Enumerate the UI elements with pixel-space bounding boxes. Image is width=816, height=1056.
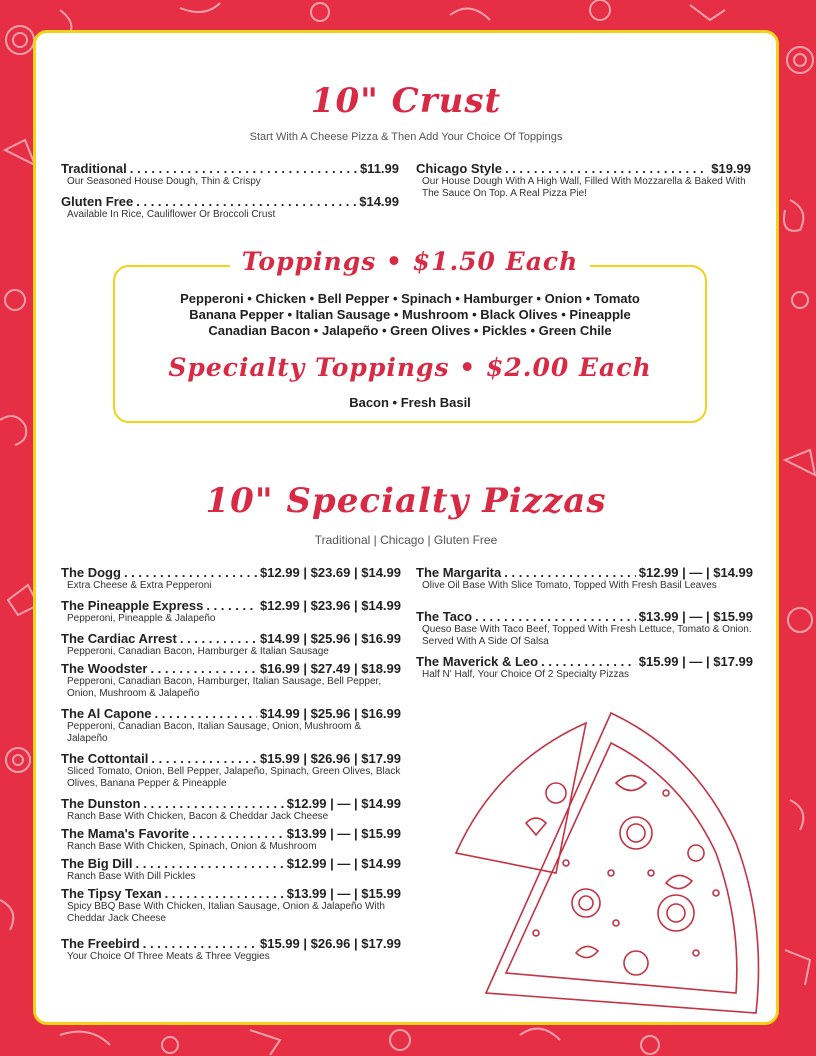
item-description: Extra Cheese & Extra Pepperoni [67, 580, 212, 591]
item-price: $16.99 | $27.49 | $18.99 [259, 661, 401, 676]
item-name: The Big Dill [61, 856, 133, 871]
pizza-item [61, 751, 401, 790]
item-name: The Maverick & Leo [416, 654, 539, 669]
item-name: The Pineapple Express [61, 598, 204, 613]
item-price: $19.99 [711, 161, 751, 176]
crust-title: 10" Crust [310, 81, 502, 121]
item-name: Chicago Style [416, 161, 502, 176]
specialty-subtitle: Traditional | Chicago | Gluten Free [314, 533, 498, 547]
item-price: $12.99 | $23.69 | $14.99 [259, 565, 401, 580]
item-name: The Tipsy Texan [61, 886, 162, 901]
item-description: Olive Oil Base With Slice Tomato, Topped With Fresh Basil Leaves [422, 580, 717, 591]
toppings-list [115, 291, 705, 339]
item-name: Traditional [61, 161, 127, 176]
item-price: $12.99 | $23.96 | $14.99 [259, 598, 401, 613]
item-name: The Mama's Favorite [61, 826, 190, 841]
item-name: The Dunston [61, 796, 141, 811]
specialty-title: 10" Specialty Pizzas [205, 481, 607, 521]
item-price: $12.99 | — | $14.99 [286, 796, 401, 811]
pizza-item [61, 706, 401, 745]
item-description: Pepperoni, Canadian Bacon, Hamburger, Italian Sausage, Bell Pepper, Onion, Mushroom & Jalapeño [67, 676, 382, 699]
toppings-line: Banana Pepper • Italian Sausage • Mushroom • Black Olives • Pineapple [189, 307, 631, 322]
pizza-item [61, 826, 401, 853]
item-name: The Cardiac Arrest [61, 631, 177, 646]
item-description: Pepperoni, Pineapple & Jalapeño [67, 613, 216, 624]
item-price: $14.99 | $25.96 | $16.99 [259, 631, 401, 646]
item-description: Available In Rice, Cauliflower Or Broccoli Crust [67, 209, 276, 220]
item-description: Queso Base With Taco Beef, Topped With Fresh Lettuce, Tomato & Onion. Served With A Side Of Salsa [422, 624, 752, 647]
menu-panel [33, 30, 779, 1025]
item-price: $13.99 | — | $15.99 [286, 886, 401, 901]
item-description: Ranch Base With Dill Pickles [67, 871, 196, 882]
pizza-item [61, 796, 401, 823]
item-description: Pepperoni, Canadian Bacon, Hamburger & Italian Sausage [67, 646, 329, 657]
item-name: The Margarita [416, 565, 502, 580]
toppings-line: Pepperoni • Chicken • Bell Pepper • Spinach • Hamburger • Onion • Tomato [180, 291, 640, 306]
item-description: Ranch Base With Chicken, Bacon & Cheddar Jack Cheese [67, 811, 329, 822]
item-price: $12.99 | — | $14.99 [638, 565, 753, 580]
item-name: The Cottontail [61, 751, 149, 766]
item-price: $14.99 | $25.96 | $16.99 [259, 706, 401, 721]
item-price: $13.99 | — | $15.99 [286, 826, 401, 841]
item-price: $12.99 | — | $14.99 [286, 856, 401, 871]
item-description: Our Seasoned House Dough, Thin & Crispy [67, 176, 261, 187]
pizza-item [61, 631, 401, 658]
item-price: $13.99 | — | $15.99 [638, 609, 753, 624]
item-name: Gluten Free [61, 194, 134, 209]
item-name: The Al Capone [61, 706, 152, 721]
crust-subtitle: Start With A Cheese Pizza & Then Add Your Choice Of Toppings [249, 131, 563, 143]
item-price: $11.99 [359, 161, 399, 176]
item-name: The Freebird [61, 936, 140, 951]
toppings-title: Toppings • $1.50 Each [115, 247, 705, 276]
item-description: Ranch Base With Chicken, Spinach, Onion & Mushroom [67, 841, 317, 852]
item-name: The Woodster [61, 661, 148, 676]
item-description: Pepperoni, Canadian Bacon, Italian Sausage, Onion, Mushroom & Jalapeño [67, 721, 362, 744]
item-description: Half N' Half, Your Choice Of 2 Specialty Pizzas [422, 669, 630, 680]
pizza-illustration [436, 673, 779, 1025]
toppings-line: Canadian Bacon • Jalapeño • Green Olives • Pickles • Green Chile [208, 323, 612, 338]
crust-item-chicago-style [416, 161, 751, 200]
pizza-item [61, 856, 401, 883]
crust-item-gluten-free [61, 194, 399, 221]
pizza-item [416, 565, 753, 592]
item-description: Spicy BBQ Base With Chicken, Italian Sausage, Onion & Jalapeño With Cheddar Jack Cheese [67, 901, 385, 924]
pizza-item [61, 936, 401, 963]
item-description: Your Choice Of Three Meats & Three Veggies [67, 951, 270, 962]
pizza-item [61, 598, 401, 625]
pizza-item [61, 886, 401, 925]
item-price: $15.99 | — | $17.99 [638, 654, 753, 669]
specialty-toppings-title: Specialty Toppings • $2.00 Each [168, 353, 652, 382]
toppings-box [113, 247, 707, 423]
item-name: The Dogg [61, 565, 121, 580]
item-price: $14.99 [359, 194, 399, 209]
item-price: $15.99 | $26.96 | $17.99 [259, 751, 401, 766]
specialty-toppings-list: Bacon • Fresh Basil [349, 395, 471, 410]
pizza-item [61, 661, 401, 700]
pizza-item [416, 609, 753, 648]
item-description: Sliced Tomato, Onion, Bell Pepper, Jalapeño, Spinach, Green Olives, Black Olives, Banana Pepper & Pineapple [67, 766, 401, 789]
crust-item-traditional [61, 161, 399, 188]
item-price: $15.99 | $26.96 | $17.99 [259, 936, 401, 951]
item-description: Our House Dough With A High Wall, Filled With Mozzarella & Baked With The Sauce On Top. A Real Pizza Pie! [422, 176, 746, 199]
item-name: The Taco [416, 609, 473, 624]
pizza-item [61, 565, 401, 592]
